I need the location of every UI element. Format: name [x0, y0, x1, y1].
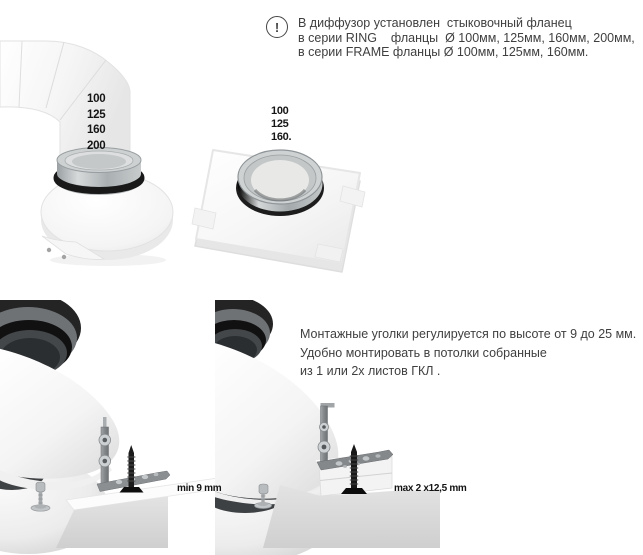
- ring-size: 200: [87, 139, 106, 152]
- frame-diffuser-drawing: [183, 140, 383, 278]
- min-height-label: min 9 mm: [177, 483, 222, 494]
- base-screw: [47, 248, 51, 252]
- ring-size: 160: [87, 124, 106, 137]
- ring-size: 100: [87, 93, 106, 105]
- photo-min-mounting: [0, 300, 220, 555]
- elbow-duct: [0, 41, 130, 160]
- mounting-note-line: из 1 или 2х листов ГКЛ .: [300, 364, 441, 379]
- ring-size: 125: [87, 108, 106, 121]
- note-line: в серии RING фланцы Ø 100мм, 125мм, 160мм, 200мм,: [298, 30, 635, 45]
- metal-flange-collar: [57, 148, 141, 196]
- max-height-label: max 2 x12,5 mm: [394, 483, 467, 494]
- note-line: в серии FRAME фланцы Ø 100мм, 125мм, 160мм.: [298, 45, 589, 60]
- ring-size-list: [87, 92, 105, 154]
- note-line: В диффузор установлен стыковочный фланец: [298, 16, 572, 30]
- photo-min-drawing: [0, 300, 220, 555]
- frame-flange-ring: [236, 150, 324, 216]
- exclamation-glyph: !: [274, 19, 280, 35]
- mounting-note-line: Удобно монтировать в потолки собранные: [300, 345, 547, 360]
- frame-size: 125: [271, 118, 289, 131]
- base-screw: [62, 255, 66, 259]
- exclamation-icon: [266, 16, 288, 38]
- flange-note: [298, 16, 635, 60]
- mounting-note: [300, 325, 636, 381]
- mounting-note-line: Монтажные уголки регулируется по высоте от 9 до 25 мм.: [300, 327, 637, 341]
- frame-size: 160.: [271, 131, 292, 144]
- frame-size: 100: [271, 105, 289, 117]
- frame-diffuser-illustration: [183, 140, 383, 278]
- frame-size-list: [271, 105, 291, 145]
